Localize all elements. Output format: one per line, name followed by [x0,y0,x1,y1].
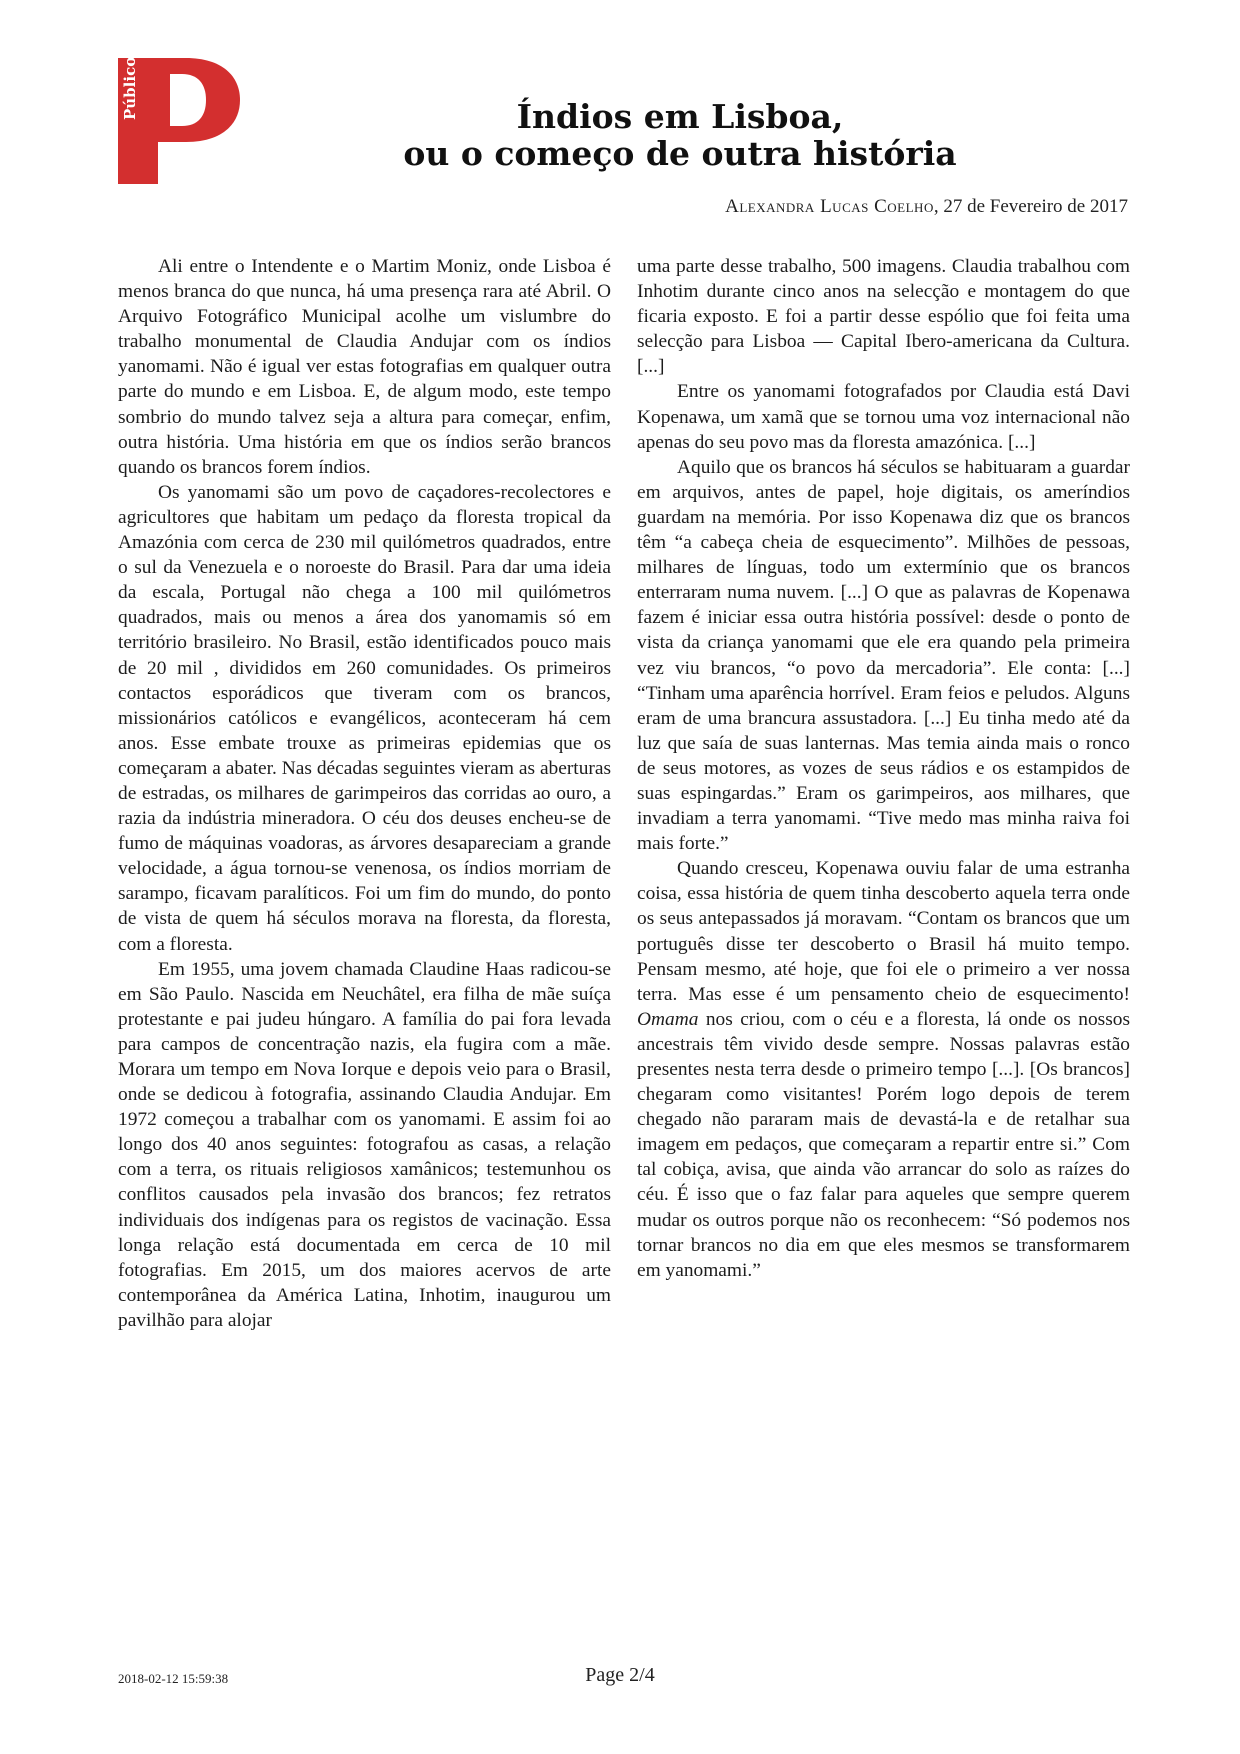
publish-date: , 27 de Fevereiro de 2017 [933,196,1128,217]
publico-logo [118,58,240,184]
title-line-1: Índios em Lisboa, [516,97,844,136]
print-timestamp: 2018-02-12 15:59:38 [118,1671,229,1686]
paragraph: Ali entre o Intendente e o Martim Moniz, onde Lisboa é menos branca do que nunca, há uma presença rara até Abril. O Arquivo Fotográfico Municipal acolhe um vislumbre do trabalho monumental de Claudia Andujar com os índios yanomami. Não é igual ver estas fotografias em qualquer outra parte do mundo e em Lisboa. E, de algum modo, este tempo sombrio do mundo talvez seja a altura para começar, enfim, outra história. Uma história em que os índios serão brancos quando os brancos forem índios. [118,256,611,478]
omama-term: Omama [637,1008,699,1030]
paragraph-continuation: uma parte desse trabalho, 500 imagens. Claudia trabalhou com Inhotim durante cinco anos na selecção e montagem do que ficaria exposto. E foi a partir desse espólio que foi feita uma selecção para Lisboa — Capital Ibero-americana da Cultura. [...] [637,256,1130,378]
paragraph: Aquilo que os brancos há séculos se habituaram a guardar em arquivos, antes de papel, hoje digitais, os ameríndios guardam na memória. Por isso Kopenawa diz que os brancos têm “a cabeça cheia de esquecimento”. Milhões de pessoas, milhares de línguas, todo um extermínio que os brancos enterraram numa nuvem. [...] O que as palavras de Kopenawa fazem é iniciar essa outra história possível: desde o ponto de vista da criança yanomami que ele era quando pela primeira vez viu brancos, “o povo da mercadoria”. Ele conta: [...] “Tinham uma aparência horrível. Eram feios e peludos. Alguns eram de uma brancura assustadora. [...] Eu tinha medo até da luz que saía de suas lanternas. Mas temia ainda mais o ronco de seus motores, as vozes de seus rádios e os estampidos de suas espingardas.” Eram os garimpeiros, aos milhares, que invadiam a terra yanomami. “Tive medo mas minha raiva foi mais forte.” [637,456,1130,855]
right-column [637,254,1130,1283]
paragraph: Entre os yanomami fotografados por Claudia está Davi Kopenawa, um xamã que se tornou uma voz internacional não apenas do seu povo mas da floresta amazónica. [...] [637,381,1130,453]
title-line-2: ou o começo de outra história [403,134,957,173]
paragraph: Os yanomami são um povo de caçadores-recolectores e agricultores que habitam um pedaço da floresta tropical da Amazónia com cerca de 230 mil quilómetros quadrados, entre o sul da Venezuela e o noroeste do Brasil. Para dar uma ideia da escala, Portugal não chega a 100 mil quilómetros quadrados, mais ou menos a área dos yanomamis só em território brasileiro. No Brasil, estão identificados pouco mais de 20 mil , divididos em 260 comunidades. Os primeiros contactos esporádicos que tiveram com os brancos, missionários católicos e evangélicos, aconteceram há cem anos. Esse embate trouxe as primeiras epidemias que os começaram a abater. Nas décadas seguintes vieram as aberturas de estradas, os milhares de garimpeiros das corridas ao ouro, a razia da indústria mineradora. O céu dos deuses encheu-se de fumo de máquinas voadoras, as árvores desapareciam a grande velocidade, a água tornou-se venenosa, os índios morriam de sarampo, ficavam paralíticos. Foi um fim do mundo, do ponto de vista de quem há séculos morava na floresta, da floresta, com a floresta. [118,481,611,955]
byline [725,196,1128,218]
publico-logo-text: Público [121,56,139,120]
paragraph-last [637,856,1130,1283]
paragraph-text: nos criou, com o céu e a floresta, lá onde os nossos ancestrais têm vivido desde sempre. Nossas palavras estão presentes nesta terra desde o primeiro tempo [...]. [Os brancos] chegaram como visitantes! Porém logo depois de terem chegado não pararam mais de devastá-la e de retalhar sua imagem em pedaços, que começaram a repartir entre si.” Com tal cobiça, avisa, que ainda vão arrancar do solo as raízes do céu. É isso que o faz falar para aqueles que sempre querem mudar os outros porque não os reconhecem: “Só podemos nos tornar brancos no dia em que eles mesmos se transformarem em yanomami.” [637,1008,1130,1281]
page-number: Page 2/4 [585,1664,655,1686]
article-title [300,98,1060,172]
author-name: Alexandra Lucas Coelho [725,196,934,217]
left-column [118,254,611,1333]
paragraph-text: Quando cresceu, Kopenawa ouviu falar de uma estranha coisa, essa história de quem tinha descoberto aquela terra onde os seus antepassados já moravam. “Contam os brancos que um português disse ter descoberto o Brasil há muito tempo. Pensam mesmo, até hoje, que foi ele o primeiro a ver nossa terra. Mas esse é um pensamento cheio de esquecimento! [637,858,1130,1005]
paragraph: Em 1955, uma jovem chamada Claudine Haas radicou-se em São Paulo. Nascida em Neuchâtel, era filha de mãe suíça protestante e pai judeu húngaro. A família do pai fora levada para campos de concentração nazis, ela fugira com a mãe. Morara um tempo em Nova Iorque e depois veio para o Brasil, onde se dedicou à fotografia, assinando Claudia Andujar. Em 1972 começou a trabalhar com os yanomami. E assim foi ao longo dos 40 anos seguintes: fotografou as casas, a relação com a terra, os rituais religiosos xamânicos; testemunhou os conflitos causados pela invasão dos brancos; fez retratos individuais dos indígenas para os registos de vacinação. Essa longa relação está documentada em cerca de 10 mil fotografias. Em 2015, um dos maiores acervos de arte contemporânea da América Latina, Inhotim, inaugurou um pavilhão para alojar [118,958,611,1331]
